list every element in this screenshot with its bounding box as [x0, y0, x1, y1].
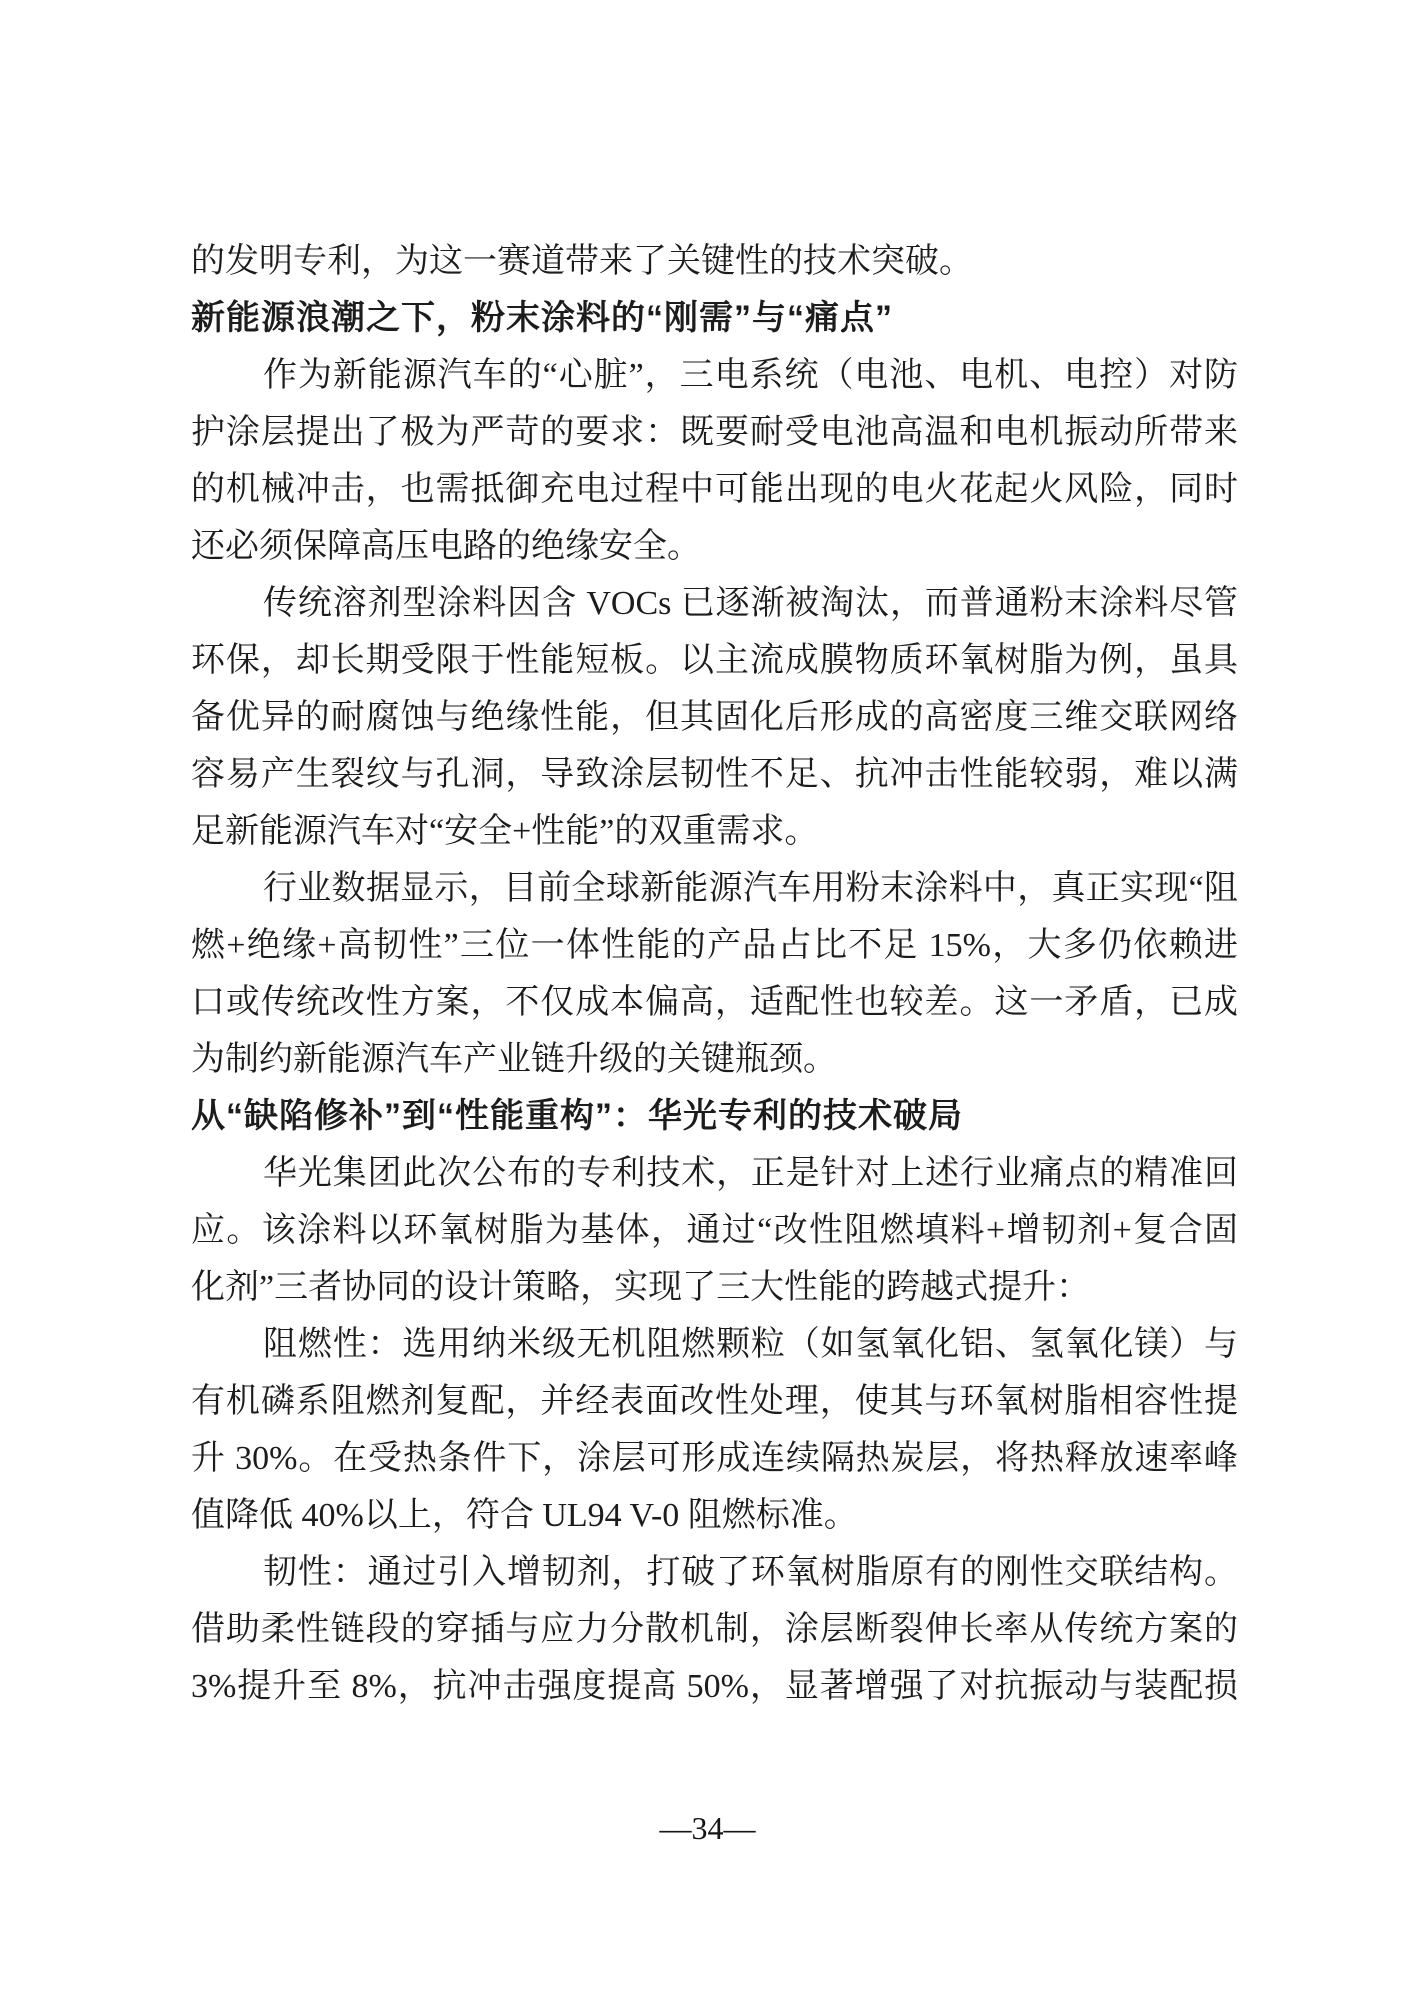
text-line: 护涂层提出了极为严苛的要求：既要耐受电池高温和电机振动所带来 — [191, 414, 1238, 451]
page-number: —34— — [659, 1810, 756, 1846]
text-line: 容易产生裂纹与孔洞，导致涂层韧性不足、抗冲击性能较弱，难以满 — [191, 756, 1238, 793]
text-line: 的机械冲击，也需抵御充电过程中可能出现的电火花起火风险，同时 — [191, 471, 1238, 508]
text-line: 还必须保障高压电路的绝缘安全。 — [191, 528, 701, 565]
text-line: 环保，却长期受限于性能短板。以主流成膜物质环氧树脂为例，虽具 — [191, 642, 1238, 679]
text-line: 有机磷系阻燃剂复配，并经表面改性处理，使其与环氧树脂相容性提 — [191, 1383, 1238, 1420]
text-line: 口或传统改性方案，不仅成本偏高，适配性也较差。这一矛盾，已成 — [191, 984, 1238, 1021]
text-line: 借助柔性链段的穿插与应力分散机制，涂层断裂伸长率从传统方案的 — [191, 1611, 1238, 1648]
text-line: 应。该涂料以环氧树脂为基体，通过“改性阻燃填料+增韧剂+复合固 — [191, 1212, 1238, 1249]
text-line: 值降低 40%以上，符合 UL94 V-0 阻燃标准。 — [191, 1497, 858, 1534]
text-line: 升 30%。在受热条件下，涂层可形成连续隔热炭层，将热释放速率峰 — [191, 1440, 1238, 1477]
section-heading: 从“缺陷修补”到“性能重构”：华光专利的技术破局 — [191, 1097, 963, 1135]
text-line: 华光集团此次公布的专利技术，正是针对上述行业痛点的精准回 — [263, 1155, 1238, 1192]
text-line: 备优异的耐腐蚀与绝缘性能，但其固化后形成的高密度三维交联网络 — [191, 699, 1238, 736]
text-line: 传统溶剂型涂料因含 VOCs 已逐渐被淘汰，而普通粉末涂料尽管 — [263, 585, 1238, 622]
text-line: 燃+绝缘+高韧性”三位一体性能的产品占比不足 15%，大多仍依赖进 — [191, 927, 1238, 964]
text-line: 的发明专利，为这一赛道带来了关键性的技术突破。 — [191, 243, 973, 280]
text-line: 行业数据显示，目前全球新能源汽车用粉末涂料中，真正实现“阻 — [263, 870, 1238, 907]
text-line: 韧性：通过引入增韧剂，打破了环氧树脂原有的刚性交联结构。 — [263, 1554, 1238, 1591]
text-line: 为制约新能源汽车产业链升级的关键瓶颈。 — [191, 1041, 837, 1078]
text-line: 阻燃性：选用纳米级无机阻燃颗粒（如氢氧化铝、氢氧化镁）与 — [263, 1326, 1238, 1363]
text-line: 3%提升至 8%，抗冲击强度提高 50%，显著增强了对抗振动与装配损 — [191, 1668, 1238, 1705]
text-line: 足新能源汽车对“安全+性能”的双重需求。 — [191, 813, 819, 850]
section-heading: 新能源浪潮之下，粉末涂料的“刚需”与“痛点” — [191, 299, 893, 337]
text-block — [191, 233, 1238, 1715]
text-line: 化剂”三者协同的设计策略，实现了三大性能的跨越式提升： — [191, 1269, 1091, 1306]
text-line: 作为新能源汽车的“心脏”，三电系统（电池、电机、电控）对防 — [263, 357, 1238, 394]
